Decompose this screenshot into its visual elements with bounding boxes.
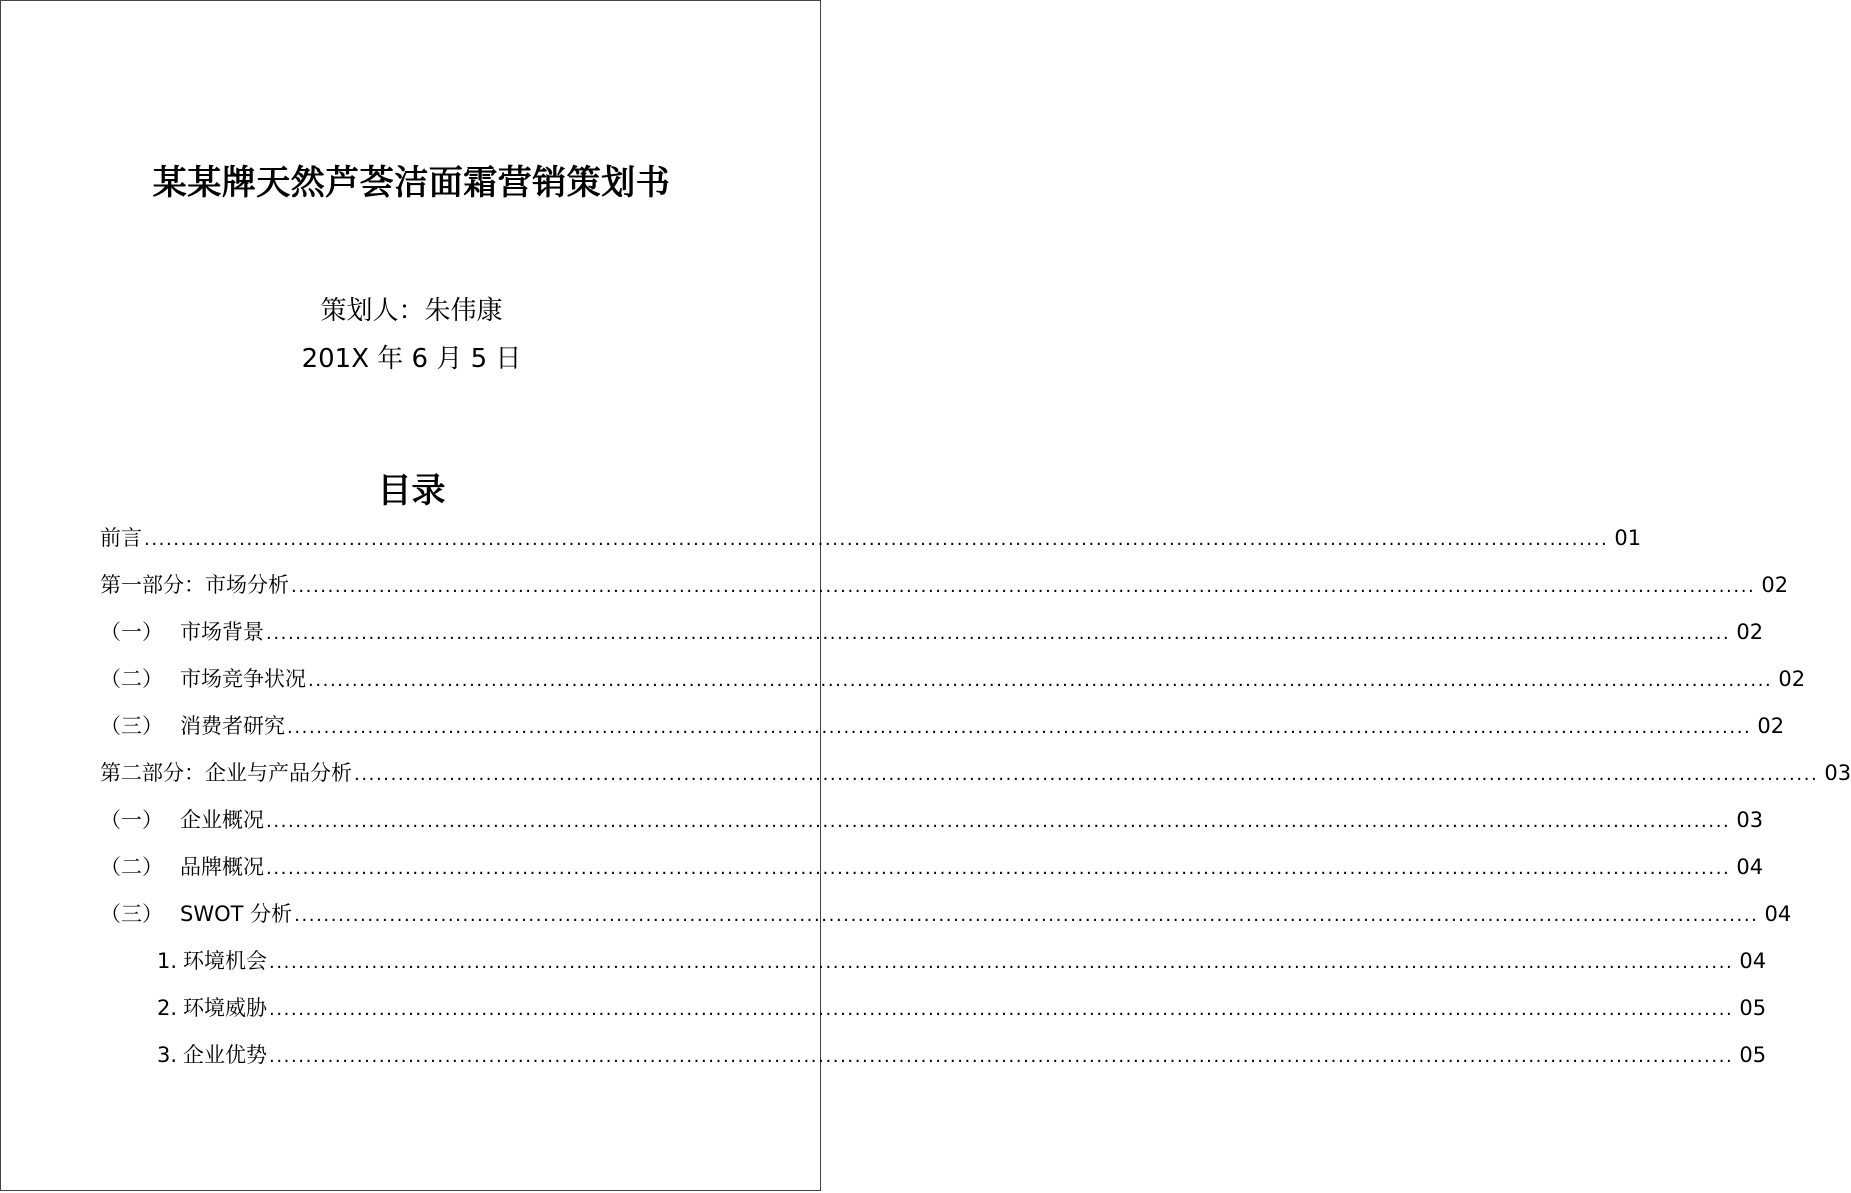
toc-entry[interactable] — [100, 945, 1767, 992]
toc-entry[interactable] — [100, 992, 1767, 1039]
toc-dot-leader: ........................................................................................................................................................................................................ — [266, 811, 1731, 832]
toc-entry[interactable] — [100, 616, 1764, 663]
toc-entry-label: 环境机会 — [183, 949, 267, 973]
toc-entry-page-number: 05 — [1739, 996, 1767, 1020]
toc-entry-label: 第一部分：市场分析 — [100, 573, 289, 597]
toc-entry-prefix: （一） — [100, 620, 163, 644]
toc-entry-prefix: （一） — [100, 808, 163, 832]
toc-entry-prefix: 2. — [157, 996, 178, 1020]
toc-dot-leader: ........................................................................................................................................................................................................ — [287, 717, 1752, 738]
toc-dot-leader: ........................................................................................................................................................................................................ — [291, 576, 1756, 597]
toc-entry-page-number: 04 — [1764, 902, 1792, 926]
toc-dot-leader: ........................................................................................................................................................................................................ — [269, 952, 1734, 973]
toc-entry[interactable] — [100, 663, 1806, 710]
toc-entry-label: 市场背景 — [180, 620, 264, 644]
toc-entry-prefix: （二） — [100, 667, 163, 691]
author-line: 策划人：朱伟康 — [320, 296, 503, 326]
toc-entry-label: 市场竞争状况 — [180, 667, 306, 691]
toc-entry-page-number: 03 — [1736, 808, 1764, 832]
toc-entry[interactable] — [100, 710, 1785, 757]
toc-entry-page-number: 04 — [1736, 855, 1764, 879]
toc-entry-page-number: 02 — [1761, 573, 1789, 597]
toc-entry-label: 企业优势 — [183, 1043, 267, 1067]
toc-entry[interactable] — [100, 569, 1789, 616]
toc-dot-leader: ........................................................................................................................................................................................................ — [266, 858, 1731, 879]
toc-dot-leader: ........................................................................................................................................................................................................ — [144, 529, 1609, 550]
toc-entry-label: SWOT 分析 — [180, 902, 293, 926]
toc-entry[interactable] — [100, 851, 1764, 898]
toc-dot-leader: ........................................................................................................................................................................................................ — [308, 670, 1773, 691]
toc-entry[interactable] — [100, 1039, 1767, 1086]
toc-entry[interactable] — [100, 898, 1792, 945]
toc-dot-leader: ........................................................................................................................................................................................................ — [354, 764, 1819, 785]
toc-dot-leader: ........................................................................................................................................................................................................ — [266, 623, 1731, 644]
document-title: 某某牌天然芦荟洁面霜营销策划书 — [152, 163, 671, 203]
toc-entry-label: 消费者研究 — [180, 714, 285, 738]
toc-entry-prefix: 1. — [157, 949, 178, 973]
toc-entry-page-number: 02 — [1736, 620, 1764, 644]
date-line: 201X 年 6 月 5 日 — [301, 344, 522, 374]
toc-heading: 目录 — [377, 471, 446, 511]
toc-entry-page-number: 04 — [1739, 949, 1767, 973]
toc-entry-page-number: 01 — [1614, 526, 1642, 550]
toc-entry-prefix: （三） — [100, 902, 163, 926]
toc-entry-label: 前言 — [100, 526, 142, 550]
table-of-contents — [100, 522, 1851, 1086]
toc-entry-page-number: 02 — [1778, 667, 1806, 691]
toc-dot-leader: ........................................................................................................................................................................................................ — [269, 999, 1734, 1020]
toc-entry-label: 品牌概况 — [180, 855, 264, 879]
toc-entry-label: 环境威胁 — [183, 996, 267, 1020]
toc-entry-label: 企业概况 — [180, 808, 264, 832]
toc-dot-leader: ........................................................................................................................................................................................................ — [294, 905, 1759, 926]
toc-entry-page-number: 03 — [1824, 761, 1851, 785]
toc-entry[interactable] — [100, 804, 1764, 851]
toc-entry-page-number: 05 — [1739, 1043, 1767, 1067]
toc-entry-label: 第二部分：企业与产品分析 — [100, 761, 352, 785]
toc-entry-prefix: （三） — [100, 714, 163, 738]
toc-entry-prefix: （二） — [100, 855, 163, 879]
toc-entry-page-number: 02 — [1757, 714, 1785, 738]
toc-entry[interactable] — [100, 522, 1642, 569]
toc-dot-leader: ........................................................................................................................................................................................................ — [269, 1046, 1734, 1067]
toc-entry-prefix: 3. — [157, 1043, 178, 1067]
toc-entry[interactable] — [100, 757, 1851, 804]
